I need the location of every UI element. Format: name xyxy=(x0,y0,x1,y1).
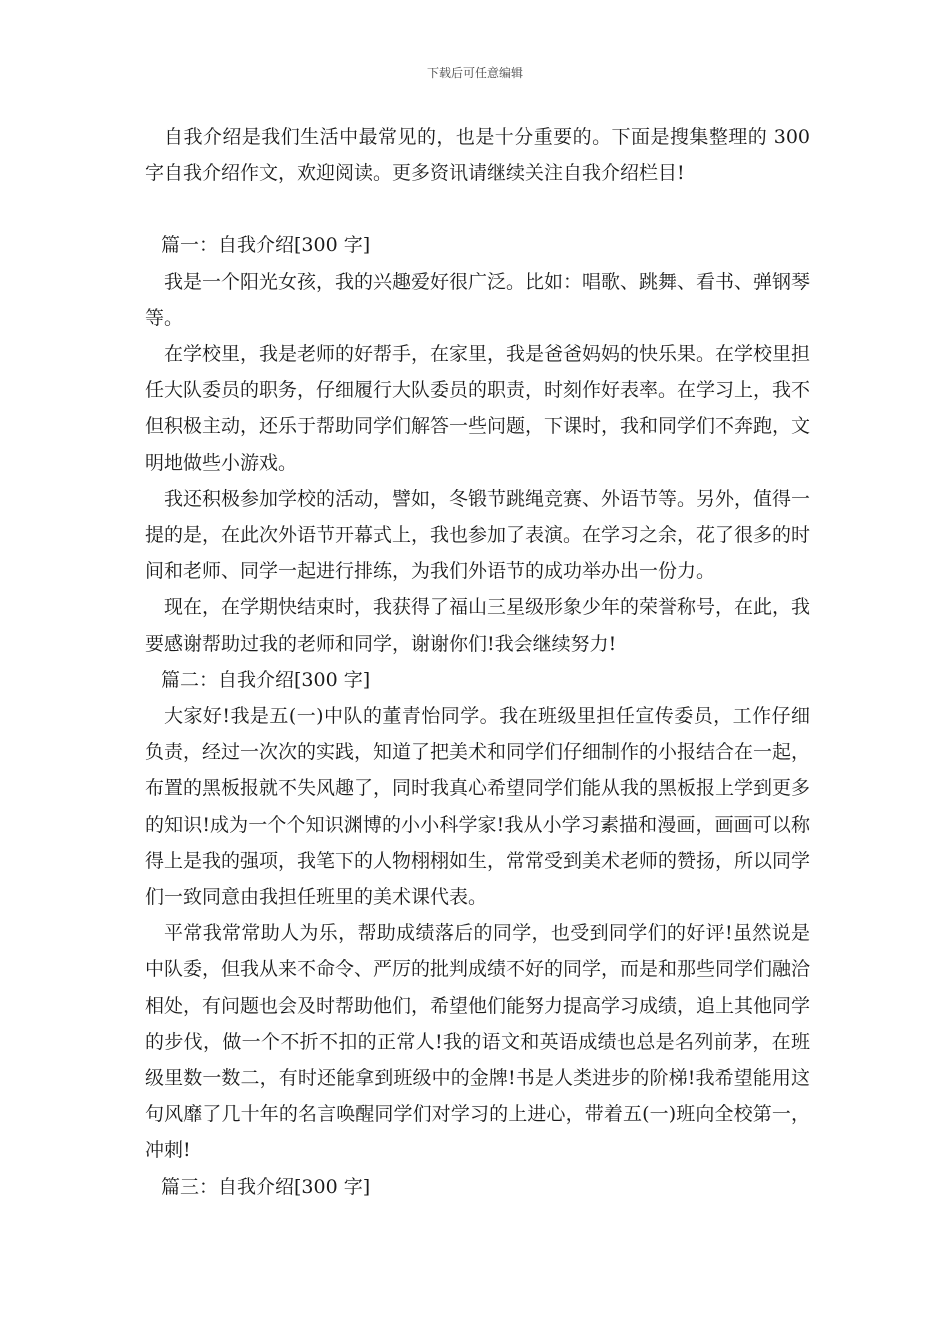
blank-line xyxy=(145,191,810,227)
page-header: 下载后可任意编辑 xyxy=(426,66,523,80)
section-1-paragraph: 在学校里，我是老师的好帮手，在家里，我是爸爸妈妈的快乐果。在学校里担任大队委员的职务，仔细履行大队委员的职责，时刻作好表率。在学习上，我不但积极主动，还乐于帮助同学们解答一些问题，下课时，我和同学们不奔跑，文明地做些小游戏。 xyxy=(145,343,811,474)
section-3-heading: 篇三：自我介绍[300 字] xyxy=(161,1175,371,1198)
section-1-paragraph: 我还积极参加学校的活动，譬如，冬锻节跳绳竞赛、外语节等。另外，值得一提的是，在此次外语节开幕式上，我也参加了表演。在学习之余，花了很多的时间和老师、同学一起进行排练，为我们外语节的成功举办出一份力。 xyxy=(145,487,811,583)
section-1-paragraph: 我是一个阳光女孩，我的兴趣爱好很广泛。比如：唱歌、跳舞、看书、弹钢琴等。 xyxy=(145,270,811,329)
intro-paragraph: 自我介绍是我们生活中最常见的，也是十分重要的。下面是搜集整理的 300 字自我介绍作文，欢迎阅读。更多资讯请继续关注自我介绍栏目! xyxy=(145,126,810,185)
section-2-heading: 篇二：自我介绍[300 字] xyxy=(161,668,371,691)
section-2-paragraph: 平常我常常助人为乐，帮助成绩落后的同学，也受到同学们的好评!虽然说是中队委，但我从来不命令、严厉的批判成绩不好的同学，而是和那些同学们融洽相处，有问题也会及时帮助他们，希望他们能努力提高学习成绩，追上其他同学的步伐，做一个不折不扣的正常人!我的语文和英语成绩也总是名列前茅，在班级里数一数二，有时还能拿到班级中的金牌!书是人类进步的阶梯!我希望能用这句风靡了几十年的名言唤醒同学们对学习的上进心，带着五(一)班向全校第一，冲刺! xyxy=(145,922,811,1162)
section-1-heading: 篇一：自我介绍[300 字] xyxy=(161,234,371,257)
section-2-paragraph: 大家好!我是五(一)中队的董青怡同学。我在班级里担任宣传委员，工作仔细负责，经过一次次的实践，知道了把美术和同学们仔细制作的小报结合在一起，布置的黑板报就不失风趣了，同时我真心希望同学们能从我的黑板报上学到更多的知识!成为一个个知识渊博的小小科学家!我从小学习素描和漫画，画画可以称得上是我的强项，我笔下的人物栩栩如生，常常受到美术老师的赞扬，所以同学们一致同意由我担任班里的美术课代表。 xyxy=(145,705,811,909)
section-1-paragraph: 现在，在学期快结束时，我获得了福山三星级形象少年的荣誉称号，在此，我要感谢帮助过我的老师和同学，谢谢你们!我会继续努力! xyxy=(145,596,811,655)
document-body xyxy=(145,119,810,1205)
